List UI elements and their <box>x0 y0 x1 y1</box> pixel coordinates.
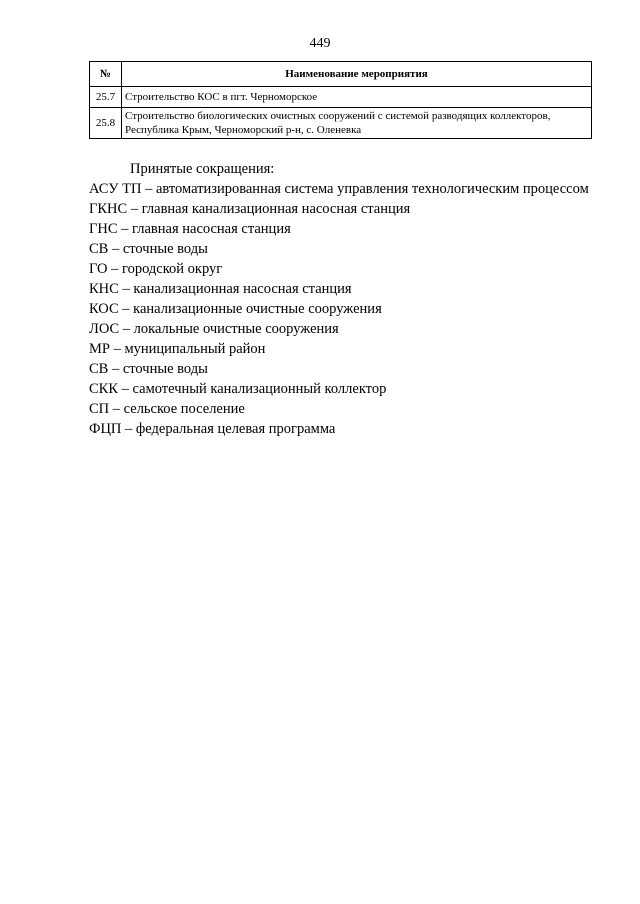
abbreviation-item: СКК – самотечный канализационный коллектор <box>89 381 387 397</box>
abbreviation-item: СП – сельское поселение <box>89 401 245 417</box>
abbreviation-item: ГО – городской округ <box>89 261 223 277</box>
abbreviation-item: ЛОС – локальные очистные сооружения <box>89 321 339 337</box>
row-name: Строительство КОС в пгт. Черноморское <box>122 87 592 108</box>
abbreviation-item: СВ – сточные воды <box>89 361 208 377</box>
abbreviation-item: ГКНС – главная канализационная насосная станция <box>89 201 411 217</box>
abbreviations-heading: Принятые сокращения: <box>130 161 275 177</box>
table-row <box>90 108 592 139</box>
column-header-name: Наименование мероприятия <box>122 62 592 87</box>
table-header-row <box>90 62 592 87</box>
page-number: 449 <box>309 36 331 51</box>
abbreviation-item: КНС – канализационная насосная станция <box>89 281 352 297</box>
row-number: 25.7 <box>90 87 122 108</box>
abbreviation-item: КОС – канализационные очистные сооружения <box>89 301 382 317</box>
column-header-num: № <box>90 62 122 87</box>
abbreviation-item: ФЦП – федеральная целевая программа <box>89 421 336 437</box>
abbreviation-item: ГНС – главная насосная станция <box>89 221 291 237</box>
abbreviation-item: СВ – сточные воды <box>89 241 208 257</box>
table-row <box>90 87 592 108</box>
abbreviation-item: МР – муниципальный район <box>89 341 266 357</box>
row-number: 25.8 <box>90 108 122 139</box>
measures-table <box>89 61 592 139</box>
row-name: Строительство биологических очистных сооружений с системой разводящих коллекторов, Республика Крым, Черноморский р-н, с. Оленевка <box>122 108 592 139</box>
abbreviations-section <box>89 159 592 439</box>
abbreviation-item: АСУ ТП – автоматизированная система управления технологическим процессом <box>89 181 589 197</box>
